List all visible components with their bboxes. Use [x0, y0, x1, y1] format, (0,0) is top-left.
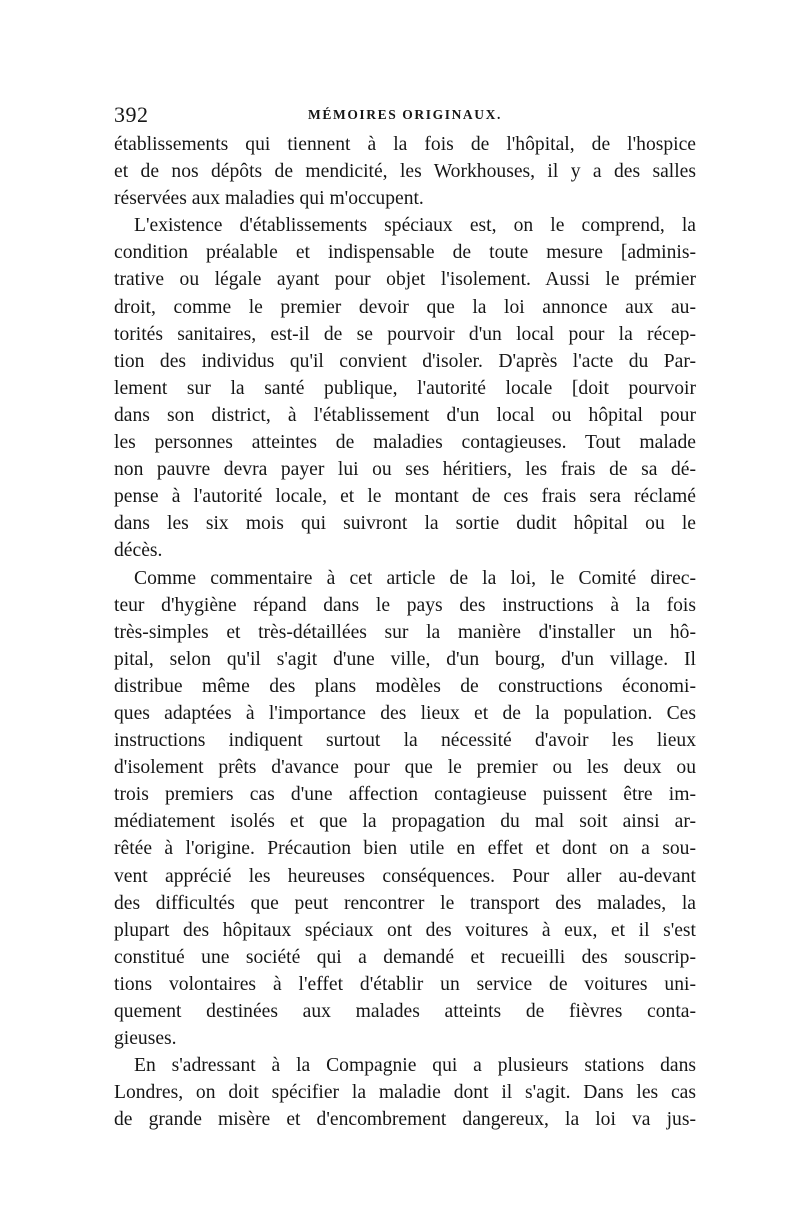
- text-line: plupart des hôpitaux spéciaux ont des voitures à eux, et il s'est: [114, 919, 696, 941]
- text-line: torités sanitaires, est-il de se pourvoir d'un local pour la récep-: [114, 323, 696, 345]
- text-line: pital, selon qu'il s'agit d'une ville, d'un bourg, d'un village. Il: [114, 648, 696, 670]
- text-line: de grande misère et d'encombrement dangereux, la loi va jus-: [114, 1109, 696, 1131]
- text-line: décès.: [114, 540, 163, 562]
- page-number: 392: [114, 102, 149, 127]
- text-line: Comme commentaire à cet article de la loi, le Comité direc-: [134, 567, 696, 589]
- text-line: des difficultés que peut rencontrer le transport des malades, la: [114, 892, 696, 914]
- text-line: vent apprécié les heureuses conséquences. Pour aller au-devant: [114, 865, 696, 887]
- text-line: médiatement isolés et que la propagation du mal soit ainsi ar-: [114, 811, 696, 833]
- text-line: instructions indiquent surtout la nécessité d'avoir les lieux: [114, 730, 696, 752]
- text-line: lement sur la santé publique, l'autorité locale [doit pourvoir: [114, 377, 696, 399]
- text-line: établissements qui tiennent à la fois de l'hôpital, de l'hospice: [114, 134, 696, 155]
- text-line: gieuses.: [114, 1028, 177, 1050]
- text-line: tions volontaires à l'effet d'établir un service de voitures uni-: [114, 973, 696, 995]
- running-title: MÉMOIRES ORIGINAUX.: [308, 107, 502, 122]
- text-line: pense à l'autorité locale, et le montant de ces frais sera réclamé: [114, 486, 696, 508]
- text-line: distribue même des plans modèles de constructions économi-: [114, 675, 696, 697]
- text-line: dans son district, à l'établissement d'un local ou hôpital pour: [114, 404, 696, 426]
- text-line: les personnes atteintes de maladies contagieuses. Tout malade: [114, 432, 696, 454]
- text-line: L'existence d'établissements spéciaux est, on le comprend, la: [134, 215, 696, 237]
- text-line: d'isolement prêts d'avance pour que le premier ou les deux ou: [114, 757, 696, 779]
- text-line: quement destinées aux malades atteints de fièvres conta-: [114, 1001, 696, 1022]
- body-text: [114, 131, 696, 1133]
- text-line: constitué une société qui a demandé et recueilli des souscrip-: [114, 946, 696, 968]
- text-line: trois premiers cas d'une affection contagieuse puissent être im-: [114, 784, 696, 806]
- text-line: condition préalable et indispensable de toute mesure [adminis-: [114, 242, 696, 264]
- text-line: rêtée à l'origine. Précaution bien utile en effet et dont on a sou-: [114, 838, 696, 860]
- text-line: Londres, on doit spécifier la maladie dont il s'agit. Dans les cas: [114, 1082, 696, 1104]
- text-line: tion des individus qu'il convient d'isoler. D'après l'acte du Par-: [114, 350, 696, 372]
- text-line: En s'adressant à la Compagnie qui a plusieurs stations dans: [134, 1055, 696, 1077]
- text-line: droit, comme le premier devoir que la loi annonce aux au-: [114, 296, 696, 318]
- text-line: et de nos dépôts de mendicité, les Workhouses, il y a des salles: [114, 161, 696, 183]
- text-line: non pauvre devra payer lui ou ses héritiers, les frais de sa dé-: [114, 459, 696, 481]
- text-line: teur d'hygiène répand dans le pays des instructions à la fois: [114, 594, 696, 616]
- text-line: ques adaptées à l'importance des lieux et de la population. Ces: [114, 702, 696, 724]
- text-line: dans les six mois qui suivront la sortie dudit hôpital ou le: [114, 513, 696, 535]
- text-line: réservées aux maladies qui m'occupent.: [114, 188, 424, 210]
- page-header: [114, 100, 696, 130]
- text-line: très-simples et très-détaillées sur la manière d'installer un hô-: [114, 621, 696, 643]
- text-line: trative ou légale ayant pour objet l'isolement. Aussi le prémier: [114, 269, 696, 291]
